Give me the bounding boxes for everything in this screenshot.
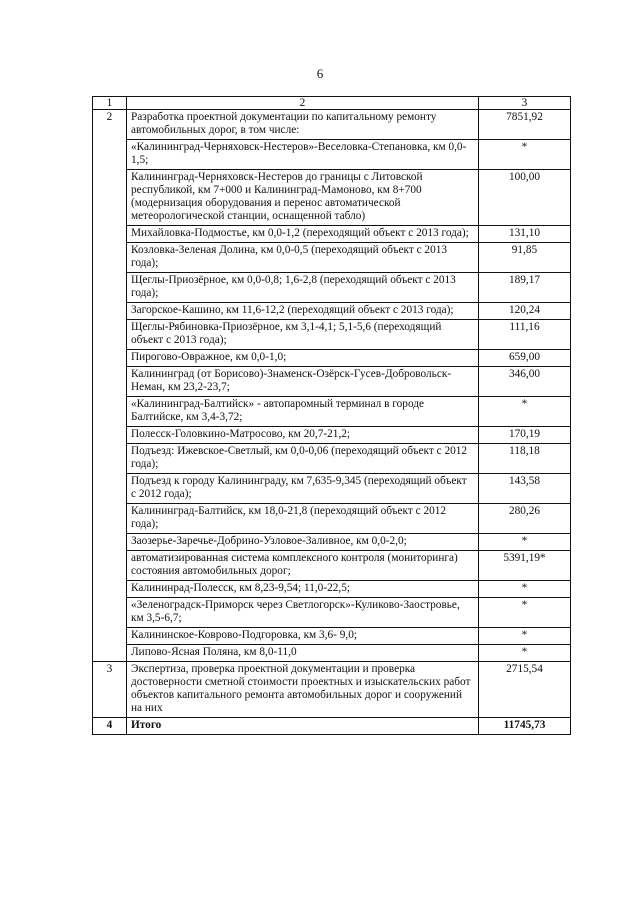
row-description: Пирогово-Овражное, км 0,0-1,0; xyxy=(127,350,479,367)
row-number xyxy=(93,444,127,474)
table-row xyxy=(93,320,571,350)
row-amount: 120,24 xyxy=(479,303,571,320)
row-description: Михайловка-Подмостье, км 0,0-1,2 (переходящий объект с 2013 года); xyxy=(127,226,479,243)
row-number xyxy=(93,243,127,273)
row-number xyxy=(93,350,127,367)
table-row xyxy=(93,273,571,303)
row-number xyxy=(93,581,127,598)
row-description: Подъезд: Ижевское-Светлый, км 0,0-0,06 (переходящий объект с 2012 года); xyxy=(127,444,479,474)
row-description: Калининград-Черняховск-Нестеров до границы с Литовской республикой, км 7+000 и Калининград-Мамоново, км 8+700 (модернизация оборудования и перенос автоматической метеорологической станции, оснащенной табло) xyxy=(127,170,479,226)
row-number: 4 xyxy=(93,718,127,735)
row-number xyxy=(93,551,127,581)
row-description: Козловка-Зеленая Долина, км 0,0-0,5 (переходящий объект с 2013 года); xyxy=(127,243,479,273)
row-amount: 91,85 xyxy=(479,243,571,273)
row-description: Разработка проектной документации по капитальному ремонту автомобильных дорог, в том числе: xyxy=(127,110,479,140)
row-number: 3 xyxy=(93,662,127,718)
row-amount: * xyxy=(479,534,571,551)
row-description: Калининград (от Борисово)-Знаменск-Озёрск-Гусев-Добровольск- Неман, км 23,2-23,7; xyxy=(127,367,479,397)
table-row xyxy=(93,534,571,551)
table-header-row xyxy=(93,97,571,110)
table-row xyxy=(93,243,571,273)
row-description: Полесск-Головкино-Матросово, км 20,7-21,2; xyxy=(127,427,479,444)
row-number xyxy=(93,140,127,170)
row-amount: 131,10 xyxy=(479,226,571,243)
row-description: «Калининград-Черняховск-Нестеров»-Веселовка-Степановка, км 0,0-1,5; xyxy=(127,140,479,170)
row-amount: 5391,19* xyxy=(479,551,571,581)
table-row xyxy=(93,581,571,598)
row-description: Экспертиза, проверка проектной документации и проверка достоверности сметной стоимости проектных и изыскательских работ объектов капитального ремонта автомобильных дорог и сооружений на них xyxy=(127,662,479,718)
row-description: «Калининград-Балтийск» - автопаромный терминал в городе Балтийске, км 3,4-3,72; xyxy=(127,397,479,427)
row-number xyxy=(93,534,127,551)
table-row xyxy=(93,110,571,140)
row-description: Калининрад-Полесск, км 8,23-9,54; 11,0-22,5; xyxy=(127,581,479,598)
row-number xyxy=(93,320,127,350)
row-description: автоматизированная система комплексного контроля (мониторинга) состояния автомобильных дорог; xyxy=(127,551,479,581)
row-description: Загорское-Кашино, км 11,6-12,2 (переходящий объект с 2013 года); xyxy=(127,303,479,320)
table-row xyxy=(93,226,571,243)
table-row xyxy=(93,170,571,226)
row-amount: 100,00 xyxy=(479,170,571,226)
row-amount: 7851,92 xyxy=(479,110,571,140)
table-row xyxy=(93,350,571,367)
row-number xyxy=(93,598,127,628)
row-amount: 346,00 xyxy=(479,367,571,397)
row-amount: 170,19 xyxy=(479,427,571,444)
row-amount: 280,26 xyxy=(479,504,571,534)
table-row xyxy=(93,427,571,444)
header-col-1: 1 xyxy=(93,97,127,110)
header-col-2: 2 xyxy=(127,97,479,110)
row-number xyxy=(93,628,127,645)
table-row xyxy=(93,551,571,581)
row-description: «Зеленоградск-Приморск через Светлогорск»-Куликово-Заостровье, км 3,5-6,7; xyxy=(127,598,479,628)
row-description: Калининград-Балтийск, км 18,0-21,8 (переходящий объект с 2012 года); xyxy=(127,504,479,534)
row-number xyxy=(93,504,127,534)
row-number: 2 xyxy=(93,110,127,140)
row-number xyxy=(93,303,127,320)
row-number xyxy=(93,645,127,662)
row-amount: * xyxy=(479,628,571,645)
row-amount: 118,18 xyxy=(479,444,571,474)
row-amount: * xyxy=(479,645,571,662)
table-row xyxy=(93,718,571,735)
row-number xyxy=(93,367,127,397)
row-amount: * xyxy=(479,140,571,170)
row-amount: * xyxy=(479,598,571,628)
table-row xyxy=(93,140,571,170)
row-amount: 111,16 xyxy=(479,320,571,350)
table-row xyxy=(93,662,571,718)
row-amount: 189,17 xyxy=(479,273,571,303)
table-row xyxy=(93,504,571,534)
table-row xyxy=(93,598,571,628)
table-row xyxy=(93,645,571,662)
row-description: Заозерье-Заречье-Добрино-Узловое-Заливное, км 0,0-2,0; xyxy=(127,534,479,551)
table-row xyxy=(93,303,571,320)
table-row xyxy=(93,397,571,427)
row-description: Калининское-Коврово-Подгоровка, км 3,6- 9,0; xyxy=(127,628,479,645)
row-amount: 143,58 xyxy=(479,474,571,504)
row-amount: 11745,73 xyxy=(479,718,571,735)
table-row xyxy=(93,628,571,645)
row-description: Щеглы-Приозёрное, км 0,0-0,8; 1,6-2,8 (переходящий объект с 2013 года); xyxy=(127,273,479,303)
row-amount: * xyxy=(479,581,571,598)
table-row xyxy=(93,367,571,397)
row-number xyxy=(93,397,127,427)
row-number xyxy=(93,427,127,444)
row-amount: 659,00 xyxy=(479,350,571,367)
row-number xyxy=(93,273,127,303)
table-row xyxy=(93,444,571,474)
page-number: 6 xyxy=(316,66,324,81)
row-number xyxy=(93,226,127,243)
estimate-table xyxy=(92,96,571,735)
row-amount: 2715,54 xyxy=(479,662,571,718)
row-description: Подъезд к городу Калининграду, км 7,635-9,345 (переходящий объект с 2012 года); xyxy=(127,474,479,504)
row-number xyxy=(93,170,127,226)
header-col-3: 3 xyxy=(479,97,571,110)
row-description: Итого xyxy=(127,718,479,735)
row-number xyxy=(93,474,127,504)
row-description: Щеглы-Рябиновка-Приозёрное, км 3,1-4,1; 5,1-5,6 (переходящий объект с 2013 года); xyxy=(127,320,479,350)
row-amount: * xyxy=(479,397,571,427)
table-row xyxy=(93,474,571,504)
row-description: Липово-Ясная Поляна, км 8,0-11,0 xyxy=(127,645,479,662)
